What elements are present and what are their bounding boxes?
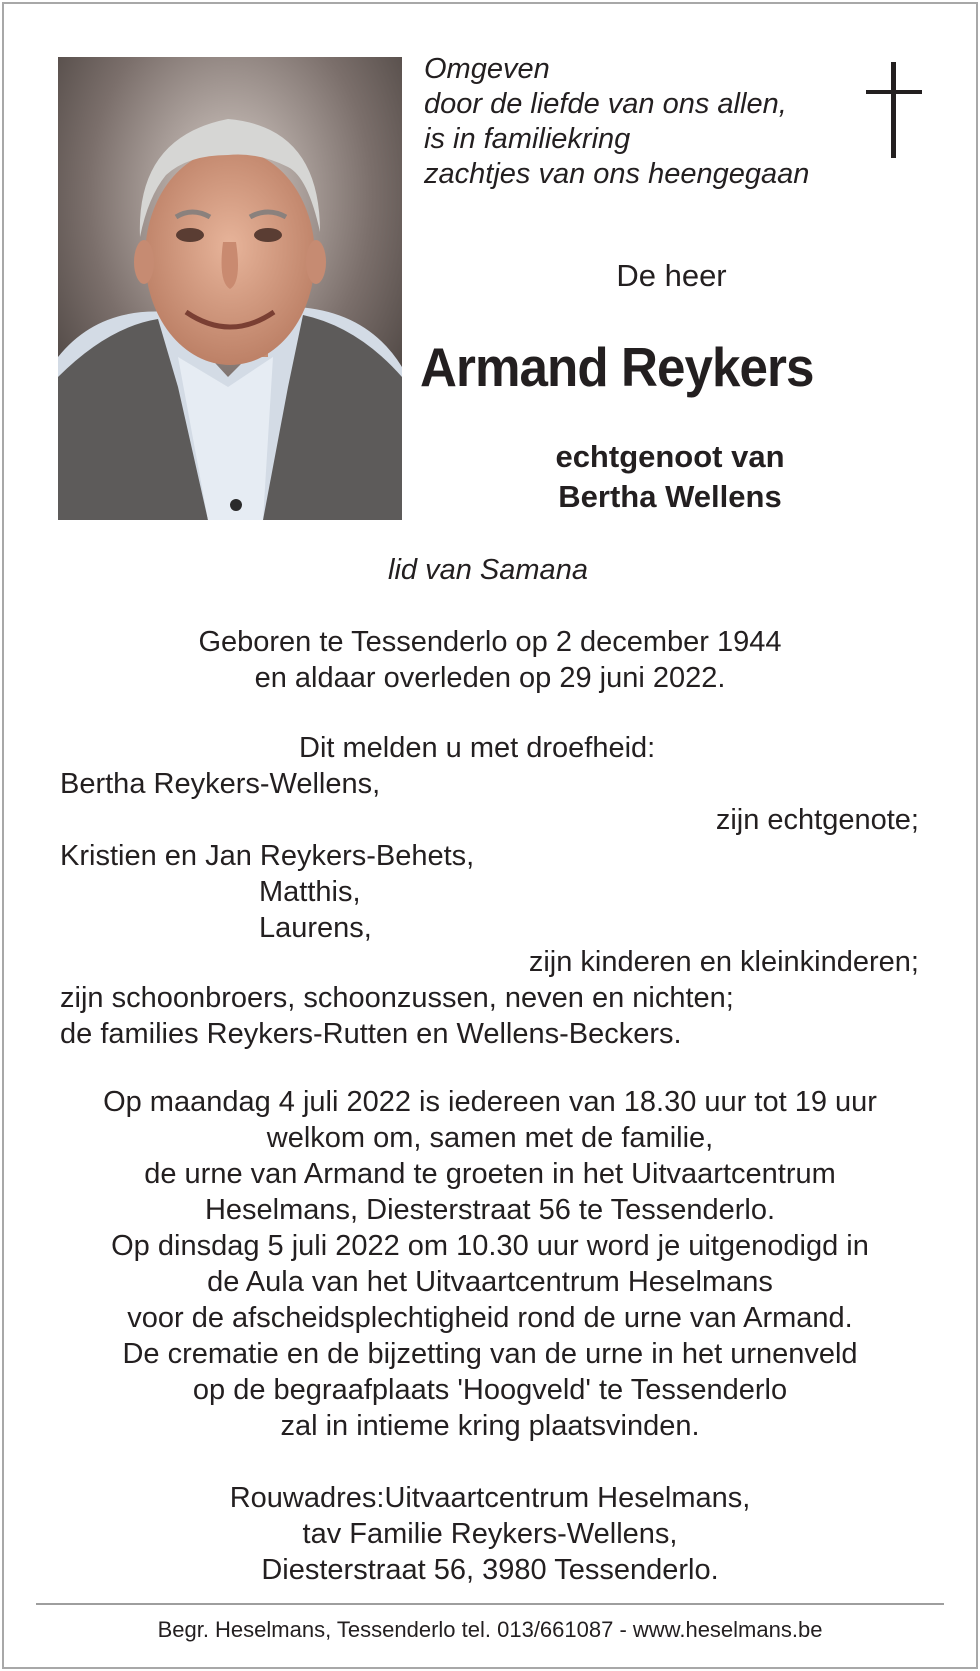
honorific: De heer [616, 258, 727, 293]
cross-icon [866, 62, 924, 158]
ceremony-line: Heselmans, Diesterstraat 56 te Tessenderlo. [204, 1194, 776, 1226]
ceremony-line: op de begraafplaats 'Hoogveld' te Tessenderlo [192, 1374, 788, 1406]
birth-line: Geboren te Tessenderlo op 2 december 1944 [198, 626, 782, 658]
family-families: de families Reykers-Rutten en Wellens-Beckers. [60, 1018, 682, 1050]
birth-death-block [40, 624, 940, 696]
poem-line: door de liefde van ons allen, [424, 88, 787, 120]
poem [424, 52, 844, 192]
poem-line: Omgeven [424, 53, 550, 85]
announcement: Dit melden u met droefheid: [299, 732, 656, 764]
death-line: en aldaar overleden op 29 juni 2022. [254, 662, 726, 694]
footer-credit: Begr. Heselmans, Tessenderlo tel. 013/661087 - www.heselmans.be [157, 1617, 823, 1642]
ceremony-line: Op maandag 4 juli 2022 is iedereen van 18.30 uur tot 19 uur [103, 1086, 877, 1118]
deceased-name: Armand Reykers [420, 336, 814, 398]
ceremony-line: voor de afscheidsplechtigheid rond de urne van Armand. [127, 1302, 853, 1334]
portrait-photo [58, 57, 402, 520]
family-children-role: zijn kinderen en kleinkinderen; [528, 946, 919, 978]
spouse-block [470, 437, 870, 517]
ceremony-line: Op dinsdag 5 juli 2022 om 10.30 uur word je uitgenodigd in [111, 1230, 869, 1262]
address-line: tav Familie Reykers-Wellens, [302, 1518, 678, 1550]
address-line: Diesterstraat 56, 3980 Tessenderlo. [261, 1554, 719, 1586]
family-grandchild: Matthis, [259, 876, 361, 908]
poem-line: zachtjes van ons heengegaan [424, 158, 810, 190]
address-line: Rouwadres:Uitvaartcentrum Heselmans, [229, 1482, 751, 1514]
spouse-name: Bertha Wellens [558, 479, 782, 514]
family-relatives: zijn schoonbroers, schoonzussen, neven en nichten; [60, 982, 734, 1014]
membership: lid van Samana [388, 554, 588, 586]
ceremony-line: De crematie en de bijzetting van de urne in het urnenveld [122, 1338, 858, 1370]
ceremony-line: de Aula van het Uitvaartcentrum Heselmans [207, 1266, 773, 1298]
family-spouse: Bertha Reykers-Wellens, [60, 768, 381, 800]
ceremony-block [40, 1084, 940, 1444]
poem-line: is in familiekring [424, 123, 631, 155]
footer-divider [36, 1603, 944, 1605]
family-children: Kristien en Jan Reykers-Behets, [60, 840, 475, 872]
spouse-label: echtgenoot van [555, 439, 785, 474]
family-grandchild: Laurens, [259, 912, 372, 944]
ceremony-line: zal in intieme kring plaatsvinden. [280, 1410, 700, 1442]
ceremony-line: de urne van Armand te groeten in het Uitvaartcentrum [144, 1158, 836, 1190]
address-block [40, 1480, 940, 1588]
family-spouse-role: zijn echtgenote; [715, 804, 919, 836]
ceremony-line: welkom om, samen met de familie, [266, 1122, 714, 1154]
